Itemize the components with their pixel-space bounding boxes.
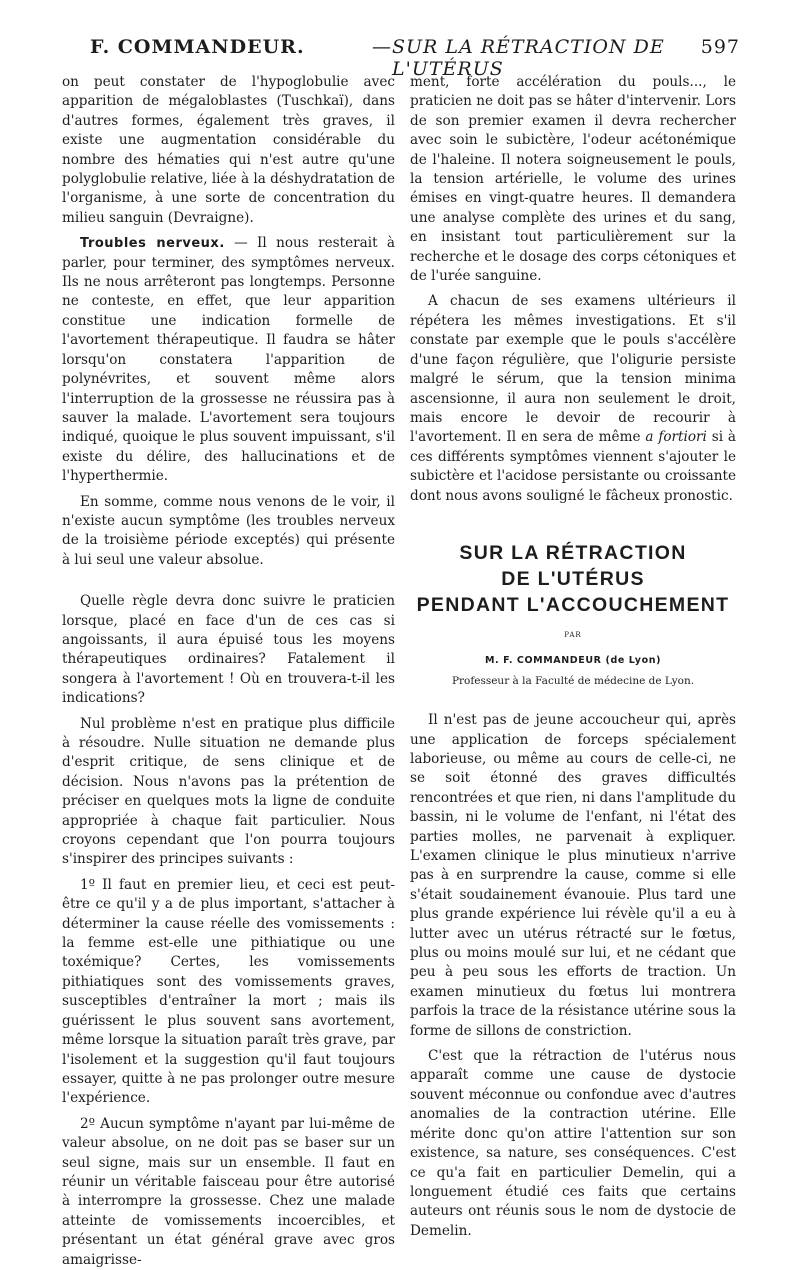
header-running-title: SUR LA RÉTRACTION DE L'UTÉRUS [392,36,665,80]
paragraph-text: A chacun de ses examens ultérieurs il répétera les mêmes investigations. Et s'il constate par exemple que le pouls s'accélère d'une façon régulière, que l'oligurie persiste malgré le sérum, que la tension minima ascensionne, il aura non seulement le droit, mais encore le devoir de recourir à l'avortement. Il en sera de même [410,293,736,446]
paragraph: ment, forte accélération du pouls..., le praticien ne doit pas se hâter d'intervenir. Lors de son premier examen il devra rechercher avec soin le subictère, l'odeur acétonémique de l'haleine. Il notera soigneusement le pouls, la tension artérielle, le volume des urines émises en vingt-quatre heures. Il demandera une analyse complète des urines et du sang, en insistant tout particulièrement sur la recherche et le dosage des corps cétoniques et de l'urée sanguine. [410,74,736,285]
italic-phrase: a fortiori [645,429,707,446]
paragraph-text: — Il nous resterait à parler, pour terminer, des symptômes nerveux. Ils ne nous arrêteront pas longtemps. Personne ne conteste, en effet, que leur apparition constitue une indication formelle de l'avortement thérapeutique. Il faudra se hâter lorsqu'on constatera l'apparition de polynévrites, et souvent même alors l'interruption de la grossesse ne réussira pas à sauver la malade. L'avortement sera toujours indiqué, quoique le plus souvent impuissant, s'il existe du délire, des hallucinations et de l'hyperthermie. [62,235,396,485]
right-column [410,73,736,1241]
running-header [60,36,740,80]
paragraph: C'est que la rétraction de l'utérus nous apparaît comme une cause de dystocie souvent méconnue ou confondue avec d'autres anomalies de la contraction utérine. Elle mérite donc qu'on attire l'attention sur son existence, sa nature, ses conséquences. C'est ce qu'a fait en particulier Demelin, qui a longuement étudié ces faits que certains auteurs ont réunis sous le nom de dystocie de Demelin. [410,1048,736,1239]
header-separator: — [372,36,392,58]
paragraph [410,292,736,505]
paragraph: En somme, comme nous venons de le voir, il n'existe aucun symptôme (les troubles nerveux de la troisième période exceptés) qui présente à lui seul une valeur absolue. [62,493,395,568]
section-heading: Troubles nerveux. [80,236,225,252]
paragraph: 2º Aucun symptôme n'ayant par lui-même de valeur absolue, on ne doit pas se baser sur un seul signe, mais sur un ensemble. Il faut en réunir un véritable faisceau pour être autorisé à interrompre la grossesse. Chez une malade atteinte de vomissements incoercibles, et présentant un état général grave avec gros amaigrisse- [62,1115,395,1268]
paragraph-text: si à ces différents symptômes viennent s'ajouter le subictère et l'acidose persistante ou croissante dont nous avons souligné le fâcheux pronostic. [410,429,737,504]
article-title-line-3: PENDANT L'ACCOUCHEMENT [416,593,730,616]
article-title-line-2: DE L'UTÉRUS [501,567,645,590]
paragraph: 1º Il faut en premier lieu, et ceci est peut-être ce qu'il y a de plus important, s'attacher à déterminer la cause réelle des vomissements : la femme est-elle une pithiatique ou une toxémique? Certes, les vomissements pithiatiques sont des vomissements graves, susceptibles d'entraîner la mort ; mais ils guérissent le plus souvent sans avortement, même lorsque la situation paraît très grave, par l'isolement et la suggestion qu'il faut toujours essayer, quitte à ne pas prolonger outre mesure l'expérience. [62,876,395,1107]
left-column [62,73,395,1270]
paragraph: on peut constater de l'hypoglobulie avec apparition de mégaloblastes (Tuschkaï), dans d'autres formes, également très graves, il existe une augmentation considérable du nombre des hématies qui n'est autre qu'une polyglobulie relative, liée à la déshydratation de l'organisme, à une sorte de concentration du milieu sanguin (Devraigne). [62,74,395,226]
paragraph: Il n'est pas de jeune accoucheur qui, après une application de forceps spécialement laborieuse, ou même au cours de celle-ci, ne se soit étonné des graves difficultés rencontrées et que rien, ni dans l'amplitude du bassin, ni le volume de l'enfant, ni l'état des parties molles, ne parvenait à expliquer. L'examen clinique le plus minutieux n'arrive pas à en surprendre la cause, comme si elle s'était soudainement évanouie. Plus tard une plus grande expérience lui révèle qu'il a eu à lutter avec un utérus rétracté sur le fœtus, plus ou moins moulé sur lui, et ne cédant que peu à peu sous les efforts de traction. Un examen minutieux du fœtus lui montrera parfois la trace de la résistance utérine sous la forme de sillons de constriction. [410,712,736,1039]
byline-par: PAR [564,630,582,639]
article-heading [410,540,736,691]
paragraph: Quelle règle devra donc suivre le praticien lorsque, placé en face d'un de ces cas si angoissants, il aura épuisé tous les moyens thérapeutiques ordinaires? Fatalement il songera à l'avortement ! Où en trouvera-t-il les indications? [62,593,395,707]
paragraph: Nul problème n'est en pratique plus difficile à résoudre. Nulle situation ne demande plus d'esprit critique, de sens clinique et de décision. Nous n'avons pas la prétention de préciser en quelques mots la ligne de conduite appropriée à chaque fait particulier. Nous croyons cependant que l'on pourra toujours s'inspirer des principes suivants : [62,715,395,868]
section-break [62,570,395,592]
article-title-line-1: SUR LA RÉTRACTION [459,541,687,564]
article-author: M. F. COMMANDEUR (de Lyon) [484,655,662,667]
page-number: 597 [700,36,740,58]
header-author: F. COMMANDEUR. [90,36,305,58]
article-affiliation: Professeur à la Faculté de médecine de Lyon. [451,674,695,687]
paragraph [62,234,395,486]
